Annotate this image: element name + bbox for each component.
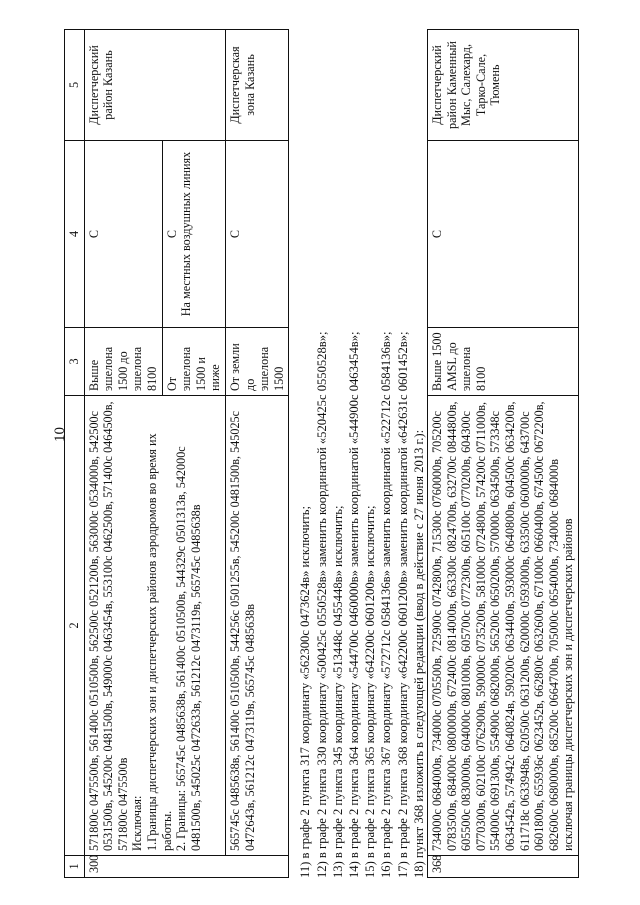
header-cell-5: 5 [65, 30, 85, 141]
row-300-except-label: Исключая: [130, 795, 145, 851]
amendment-list [297, 30, 427, 878]
amendment-item: 11) в графе 2 пункта 317 координату «562300с 0473624в» исключить; [298, 505, 313, 878]
table-row-300a [84, 30, 162, 878]
row-368-coordinates [427, 396, 578, 856]
row-300-class-3: С [225, 141, 288, 328]
row-300-level-2: От эшелона 1500 и ниже [162, 328, 225, 396]
row-300-coordinates [84, 396, 225, 856]
row-300-class-2-cell [162, 141, 225, 328]
rotated-document-body [64, 30, 576, 878]
row-300-level-3: От земли до эшелона 1500 [225, 328, 288, 396]
amendment-item: 17) в графе 2 пункта 368 координату «642200с 0601200в» заменить координатой «642631с 0601452в»; [395, 331, 410, 878]
table-row-300c [225, 30, 288, 878]
row-300-boundary: 571800с 0475500в, 561400с 0510500в, 562500с 0521200в, 563000с 0534000в, 542500с 0531500в, 545200с 0481500в, 549000с 0463454в, 553100с 0462500в, 571400с 0464500в, 571800с 0475500в [86, 401, 130, 851]
airspace-table [64, 29, 289, 878]
row-368-level: Выше 1500 AMSL до эшелона 8100 [427, 328, 578, 396]
amendment-item: 13) в графе 2 пункта 345 координату «513448с 0455448в» исключить; [330, 505, 345, 878]
row-300-coordinates-2: 565745с 0485638в, 561400с 0510500в, 544256с 0501255в, 545200с 0481500в, 545025с 0472643в, 561212с 0473119в, 565745с 0485638в [225, 396, 288, 856]
header-cell-4: 4 [65, 141, 85, 328]
amendment-item: 12) в графе 2 пункта 330 координату «500425с 0550528в» заменить координатой «520425с 0550528в»; [314, 331, 329, 878]
row-300-except-1: 1.Границы диспетчерских зон и диспетчерских районов аэродромов во время их работы. [144, 433, 174, 851]
amendment-item: 18) пункт 368 изложить в следующей редакции (ввод в действие с 27 июня 2013 г.): [411, 429, 426, 878]
row-300-class-2: С [164, 229, 179, 239]
row-300-unit-1: Диспетчерский район Казань [84, 30, 225, 141]
header-cell-2: 2 [65, 396, 85, 856]
row-300-number: 300 [84, 856, 289, 878]
table-row-368 [427, 30, 578, 878]
row-368-number: 368 [427, 856, 578, 878]
header-cell-1: 1 [65, 856, 85, 878]
amendment-item: 15) в графе 2 пункта 365 координату «642200с 0601200в» исключить; [363, 505, 378, 878]
row-300-class-1: С [84, 141, 162, 328]
header-cell-3: 3 [65, 328, 85, 396]
row-300-unit-2: Диспетчерская зона Казань [225, 30, 288, 141]
row-368-except: исключая границы диспетчерских зон и диспетчерских районов [561, 518, 576, 851]
row-300-except-2: 2. Границы: 565745с 0485638в, 561400с 0510500в, 544329с 0501313в, 542000с 0481500в, 545025с 0472633в, 561212с 0473119в, 565745с 0485638в [174, 446, 203, 851]
amendment-item: 14) в графе 2 пункта 364 координату «544700с 0460000в» заменить координатой «544900с 0463454в»; [346, 331, 361, 878]
row-300-class-2-note: На местных воздушных линиях [179, 151, 194, 317]
row-368-boundary: 734000с 0684000в, 734000с 0705500в, 725900с 0742800в, 715300с 0760000в, 705200с 0783500в, 684000с 0800000в, 672400с 0814000в, 663300с 0824700в, 632700с 0844800в, 605500с 0830000в, 604000с 0801000в, 605700с 0772300в, 605100с 0770200в, 604300с 0770300в, 602100с 0762900в, 590000с 0735200в, 581000с 0724800в, 574200с 0711000в, 554000с 0691300в, 554900с 0682000в, 565200с 0650200в, 570000с 0634500в, 573348с 0634542в, 574942с 0640824в, 590200с 0634400в, 593000с 0640800в, 604500с 0634200в, 611718с 0633948в, 620500с 0631200в, 620000с 0593000в, 633500с 0600000в, 643700с 0601800в, 655936с 0623452в, 662800с 0632600в, 671000с 0660400в, 674500с 0672200в, 682600с 0680000в, 685200с 0664700в, 705000с 0654000в, 734000с 0684000в [429, 401, 561, 851]
page-number: 10 [52, 427, 68, 442]
amendment-item: 16) в графе 2 пункта 367 координату «572712с 0584136в» заменить координатой «522712с 0584136в»; [379, 331, 394, 878]
row-300-level-1: Выше эшелона 1500 до эшелона 8100 [84, 328, 162, 396]
row-368-class: С [427, 141, 578, 328]
airspace-table-368 [427, 29, 579, 878]
table-header-row [65, 30, 85, 878]
row-368-unit: Диспетчерский район Каменный Мыс, Салехард, Тарко-Сале, Тюмень [427, 30, 578, 141]
